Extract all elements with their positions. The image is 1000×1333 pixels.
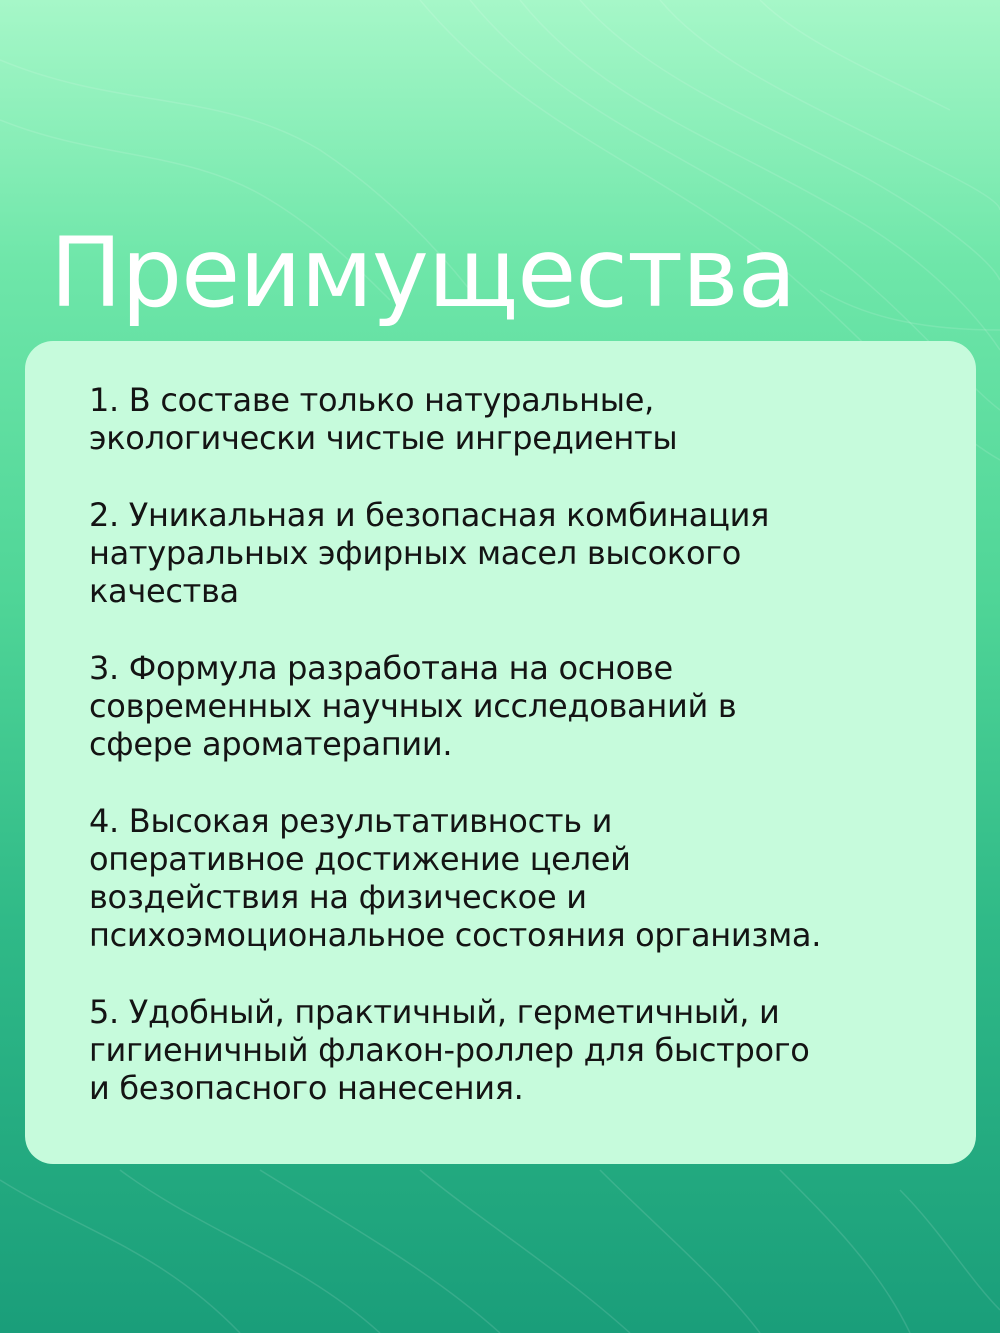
benefit-item: 4. Высокая результативность и оперативное достижение целей воздействия на физическое и психоэмоциональное состояния организма. xyxy=(89,802,822,954)
benefit-item: 1. В составе только натуральные, экологически чистые ингредиенты xyxy=(89,381,678,457)
benefits-card xyxy=(25,341,976,1164)
benefit-item: 3. Формула разработана на основе современных научных исследований в сфере ароматерапии. xyxy=(89,649,737,763)
page-title: Преимущества xyxy=(50,217,796,329)
benefit-item: 5. Удобный, практичный, герметичный, и гигиеничный флакон-роллер для быстрого и безопасного нанесения. xyxy=(89,993,810,1107)
benefit-item: 2. Уникальная и безопасная комбинация натуральных эфирных масел высокого качества xyxy=(89,496,770,610)
